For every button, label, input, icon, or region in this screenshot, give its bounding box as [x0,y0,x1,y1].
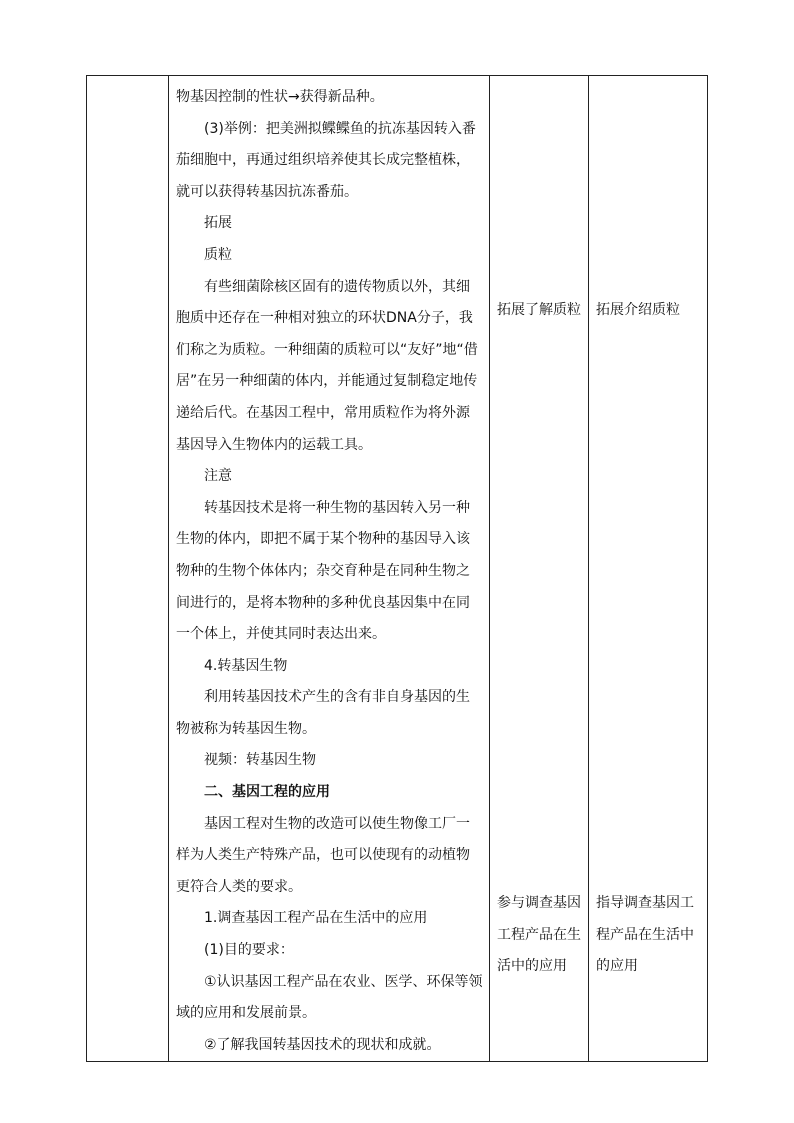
section-heading: 二、基因工程的应用 [204,784,330,801]
content-paragraph: 利用转基因技术产生的含有非自身基因的生物被称为转基因生物。 [176,689,470,737]
teacher-activity-survey: 指导调查基因工程产品在生活中的应用 [596,895,694,975]
table-row [87,76,708,1062]
stage-cell [87,76,169,1062]
content-cell [169,76,490,1062]
content-paragraph: 转基因技术是将一种生物的基因转入另一种生物的体内，即把不属于某个物种的基因导入该物种的生物个体体内；杂交育种是在同种生物之间进行的，是将本物种的多种优良基因集中在同一个体上，并使其同时表达出来。 [176,499,470,643]
activity-title: 1.调查基因工程产品在生活中的应用 [204,910,428,927]
requirement-item: ①认识基因工程产品在农业、医学、环保等领域的应用和发展前景。 [176,973,483,1022]
section-label-extension: 拓展 [204,215,232,232]
content-paragraph: 物基因控制的性状→获得新品种。 [176,89,384,105]
requirements-label: (1)目的要求： [204,942,294,959]
lesson-plan-table [86,75,708,1062]
student-activity-cell [490,76,589,1062]
content-paragraph: 基因工程对生物的改造可以使生物像工厂一样为人类生产特殊产品，也可以使现有的动植物更符合人类的要求。 [176,815,470,895]
teacher-activity-cell [589,76,708,1062]
student-activity-survey: 参与调查基因工程产品在生活中的应用 [497,895,581,975]
content-paragraph: 有些细菌除核区固有的遗传物质以外，其细胞质中还存在一种相对独立的环状DNA分子，我们称之为质粒。一种细菌的质粒可以“友好”地“借居”在另一种细菌的体内，并能通过复制稳定地传递给后代。在基因工程中，常用质粒作为将外源基因导入生物体内的运载工具。 [176,278,478,453]
section-label-note: 注意 [204,468,232,485]
topic-title-transgenic: 4.转基因生物 [204,657,288,674]
requirement-item: ②了解我国转基因技术的现状和成就。 [204,1036,441,1053]
teacher-activity-plasmid: 拓展介绍质粒 [596,302,680,318]
topic-title-plasmid: 质粒 [204,246,232,263]
lesson-content [169,76,489,1061]
video-label: 视频：转基因生物 [204,752,316,769]
student-activity-plasmid: 拓展了解质粒 [497,302,581,318]
content-paragraph: (3)举例：把美洲拟鲽鲽鱼的抗冻基因转入番茄细胞中，再通过组织培养使其长成完整植株，就可以获得转基因抗冻番茄。 [176,120,476,200]
